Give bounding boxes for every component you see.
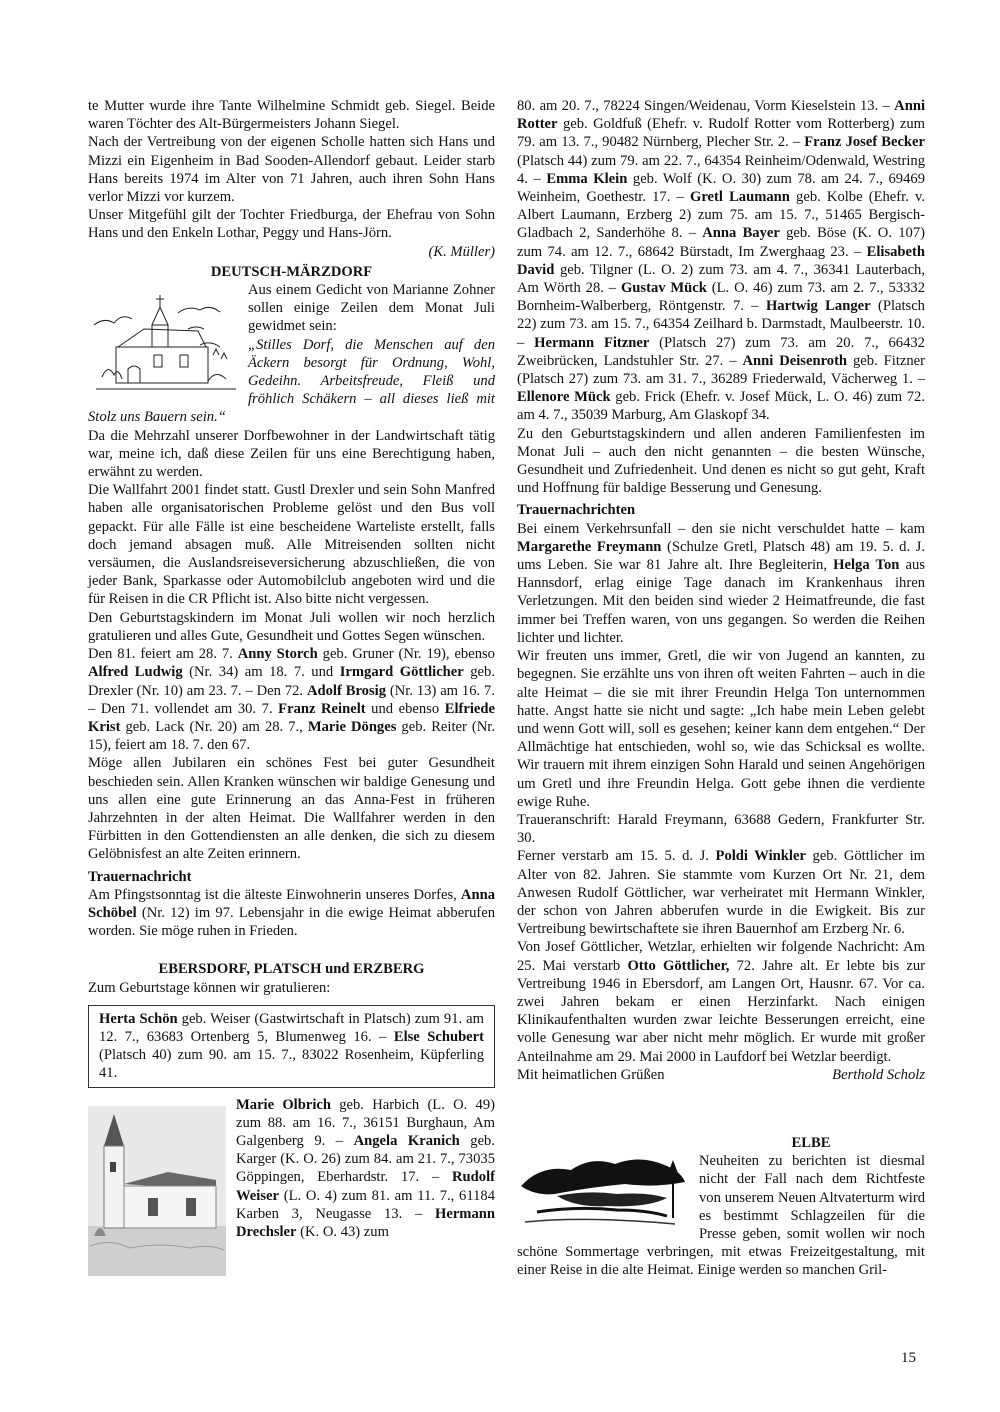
paragraph-trauer-goettlicher: Von Josef Göttlicher, Wetzlar, erhielten wir folgende Nachricht: Am 25. Mai verstarb Otto Göttlicher, 72. Jahre alt. Er lebte bis zur Vertreibung 1946 in Ebersdorf, am Langen Ort, Hausnr. 67. Vor ca. zwei Jahren bekam er einen Herzinfarkt. Nach einigen Klinikaufenthalten wurden zwar leichte Besserungen erreicht, eine volle Genesung war aber nicht mehr möglich. Er wurde mit großer Anteilnahme am 29. Mai 2000 in Laufdorf bei Wetzlar beerdigt.: [517, 939, 926, 1065]
bold-name: Hermann Fitzner: [534, 334, 650, 351]
signature-scholz: Berthold Scholz: [832, 1066, 925, 1083]
paragraph-trauer-winkler: Ferner verstarb am 15. 5. d. J. Poldi Winkler geb. Göttlicher im Alter von 82. Jahren. Sie stammte vom Kurzen Ort Nr. 21, dem Anwesen Rudolf Göttlicher, war verheiratet mit Hermann Winkler, der schon von Jahren abberufen wurde in die Ewigkeit. Bis zur Vertreibung bewirtschaftete sie ihren Bauernhof am Erzberg Nr. 6.: [517, 848, 926, 938]
bold-name: Marie Olbrich: [236, 1096, 331, 1113]
bold-name: Marie Dönges: [307, 718, 397, 735]
bold-name: Adolf Brosig: [306, 682, 386, 699]
poem: „Stilles Dorf, die Menschen auf den Äckern besorgt für Ordnung, Wohl, Gedeihn. Arbeitsfreude, Fleiß und fröhlich Schäkern – all dieses ließ mit Stolz uns Bauern sein.“: [88, 336, 495, 426]
greeting: Mit heimatlichen Grüßen: [517, 1066, 665, 1083]
paragraph-wallfahrt: Die Wallfahrt 2001 findet statt. Gustl Drexler und sein Sohn Manfred haben alle organisatorischen Probleme gelöst und den Bus voll gepackt. Für alle Fälle ist eine bescheidene Warteliste erstellt, falls doch jemand absagen muß. Alle Mitreisenden sollten nicht versäumen, die Auslandsreiseversicherung abzuschließen, die von jeder Bank, Sparkasse oder Automobilclub angeboten wird und die für Reisen in die CR Pflicht ist. Also bitte nicht vergessen.: [88, 482, 495, 608]
heading-ebersdorf: EBERSDORF, PLATSCH und ERZBERG: [158, 961, 425, 978]
bold-name: Gretl Laumann: [689, 189, 790, 206]
landscape-sketch-icon: [517, 1156, 689, 1234]
paragraph-elbe: Neuheiten zu berichten ist diesmal nicht der Fall nach dem Richtfeste von unserem Neuen Altvaterturm wird es bestimmt Schlagzeilen für die Presse geben, somit wollen wir noch schöne Sommertage verbringen, mit etwas Freizeitgestaltung, mit einer Reise in die alte Heimat. Einige werden so manchen Gril-: [517, 1153, 925, 1279]
closing-line: [517, 1066, 925, 1084]
paragraph-gedicht-intro: Aus einem Gedicht von Marianne Zohner sollen einige Zeilen dem Monat Juli gewidmet sein:: [248, 282, 495, 335]
church-sketch-icon: [88, 285, 238, 397]
bold-name: Else Schubert: [393, 1028, 484, 1045]
bold-name: Otto Göttlicher,: [627, 957, 730, 974]
paragraph-birthday-list-ebersdorf: Marie Olbrich geb. Harbich (L. O. 49) zum 88. am 16. 7., 36151 Burghaun, Am Galgenberg 9. – Angela Kranich geb. Karger (K. O. 26) zum 84. am 21. 7., 73035 Göppingen, Eberhardstr. 17. – Rudolf Weiser (L. O. 4) zum 81. am 11. 7., 61184 Karben 3, Neugasse 13. – Hermann Drechsler (K. O. 43) zum: [236, 1096, 495, 1240]
bold-name: Poldi Winkler: [715, 848, 806, 865]
bold-name: Anni Rotter: [517, 98, 925, 133]
bold-name: Irmgard Göttlicher: [339, 664, 464, 681]
paragraph-landwirtschaft: Da die Mehrzahl unserer Dorfbewohner in der Landwirtschaft tätig war, meine ich, daß diese Zeilen für uns eine Berechtigung haben, erwähnt zu werden.: [88, 427, 495, 481]
paragraph-mitgefuehl: Unser Mitgefühl gilt der Tochter Friedburga, der Ehefrau von Sohn Hans und den Enkeln Lothar, Peggy und Hans-Jörn.: [88, 207, 495, 242]
heading-trauernachrichten: Trauernachrichten: [517, 502, 636, 519]
bold-name: Franz Reinelt: [278, 700, 366, 717]
paragraph-geburtstagskinder: Den Geburtstagskindern im Monat Juli wollen wir noch herzlich gratulieren und alles Gute, Gesundheit und Gottes Segen wünschen.: [88, 609, 495, 644]
paragraph-jubilare: Möge allen Jubilaren ein schönes Fest bei guter Gesundheit beschieden sein. Allen Kranken wünschen wir baldige Genesung und uns allen eine gute Erinnerung an das Anna-Fest in früheren Jahrzehnten in der alten Heimat. Die Wallfahrer werden in den Fürbitten in den Gottendiensten an alle denken, die sich zu diesem Gelöbnisfest an alte Zeiten erinnern.: [88, 755, 495, 863]
left-column: [88, 97, 495, 1283]
bold-name: Alfred Ludwig: [88, 664, 183, 681]
bold-name: Hermann Drechsler: [236, 1205, 495, 1240]
paragraph-gratulation-intro: Zum Geburtstage können wir gratulieren:: [88, 979, 331, 996]
bold-name: Angela Kranich: [353, 1132, 460, 1149]
paragraph-birthday-list-dm: Den 81. feiert am 28. 7. Anny Storch geb. Gruner (Nr. 19), ebenso Alfred Ludwig (Nr. 34) am 18. 7. und Irmgard Göttlicher geb. Drexler (Nr. 10) am 23. 7. – Den 72. Adolf Brosig (Nr. 13) am 16. 7. – Den 71. vollendet am 30. 7. Franz Reinelt und ebenso Elfriede Krist geb. Lack (Nr. 20) am 28. 7., Marie Dönges geb. Reiter (Nr. 15), feiert am 18. 7. den 67.: [88, 646, 495, 754]
paragraph-vertreibung: Nach der Vertreibung von der eigenen Scholle hatten sich Hans und Mizzi ein Eigenheim in Bad Sooden-Allendorf gebaut. Leider starb Hans bereits 1974 im Alter von 71 Jahren, auch ihren Sohn Hans verlor Mizzi vor kurzem.: [88, 134, 495, 206]
page-number: 15: [901, 1350, 916, 1366]
bold-name: Anna Bayer: [702, 225, 780, 242]
bold-name: Margarethe Freymann: [517, 538, 662, 555]
heading-deutsch-maerzdorf: DEUTSCH-MÄRZDORF: [210, 263, 373, 280]
church-photo-image: [88, 1100, 226, 1281]
bold-name: Anny Storch: [237, 646, 318, 663]
bold-name: Hartwig Langer: [765, 298, 871, 315]
paragraph-birthday-list-cont: 80. am 20. 7., 78224 Singen/Weidenau, Vorm Kieselstein 13. – Anni Rotter geb. Goldfuß (Ehefr. v. Rudolf Rotter vom Rotterberg) zum 79. am 13. 7., 90482 Nürnberg, Plecher Str. 2. – Franz Josef Becker (Platsch 44) zum 79. am 22. 7., 64354 Reinheim/Odenwald, Westring 4. – Emma Klein geb. Wolf (K. O. 30) zum 78. am 24. 7., 69469 Weinheim, Goethestr. 17. – Gretl Laumann geb. Kolbe (Ehefr. v. Albert Laumann, Erzberg 2) zum 75. am 15. 7., 51465 Bergisch-Gladbach 2, Sanderhöhe 8. – Anna Bayer geb. Böse (K. O. 107) zum 74. am 12. 7., 68642 Bürstadt, Im Zwerghaag 23. – Elisabeth David geb. Tilgner (L. O. 2) zum 73. am 4. 7., 36341 Lauterbach, Am Wörth 28. – Gustav Mück (L. O. 46) zum 73. am 2. 7., 53332 Bornheim-Walberberg, Röntgenstr. 7. – Hartwig Langer (Platsch 22) zum 73. am 15. 7., 64354 Zeilhard b. Darmstadt, Maulbeerstr. 10. – Hermann Fitzner (Platsch 27) zum 73. am 20. 7., 66432 Zweibrücken, Landstuhler Str. 27. – Anni Deisenroth geb. Fitzner (Platsch 27) zum 73. am 31. 7., 36289 Friederwald, Vächerweg 1. – Ellenore Mück geb. Frick (Ehefr. v. Josef Mück, L. O. 46) zum 72. am 4. 7., 35039 Marburg, Am Glaskopf 34.: [517, 98, 926, 424]
heading-elbe: ELBE: [791, 1134, 831, 1151]
right-column: [517, 97, 925, 1280]
bold-name: Anna Schöbel: [88, 886, 495, 921]
paragraph-trauer-schoebel: Am Pfingstsonntag ist die älteste Einwohnerin unseres Dorfes, Anna Schöbel (Nr. 12) im 97. Lebensjahr in die ewige Heimat abberufen worden. Sie möge ruhen in Frieden.: [88, 886, 495, 940]
bold-name: Anni Deisenroth: [742, 352, 848, 369]
bold-name: Elisabeth David: [517, 243, 925, 278]
boxed-birthday-notice: Herta Schön geb. Weiser (Gastwirtschaft in Platsch) zum 91. am 12. 7., 63683 Ortenberg 5, Blumenweg 16. – Else Schubert (Platsch 40) zum 90. am 15. 7., 83022 Rosenheim, Küpferling 41.: [88, 1005, 495, 1088]
spacer: [517, 1084, 925, 1132]
paragraph-traueranschrift: Traueranschrift: Harald Freymann, 63688 Gedern, Frankfurter Str. 30.: [517, 811, 925, 847]
bold-name: Ellenore Mück: [517, 389, 611, 406]
bold-name: Gustav Mück: [620, 280, 707, 297]
bold-name: Rudolf Weiser: [236, 1169, 495, 1204]
paragraph-wishes: Zu den Geburtstagskindern und allen anderen Familienfesten im Monat Juli – auch den nicht genannten – die besten Wünsche, Gesundheit und Zufriedenheit. Und denen es nicht so gut geht, Kraft und Hoffnung für baldige Besserung und Genesung.: [517, 425, 925, 497]
paragraph-siegel: te Mutter wurde ihre Tante Wilhelmine Schmidt geb. Siegel. Beide waren Töchter des Alt-Bürgermeisters Johann Siegel.: [88, 98, 495, 133]
church-photo-icon: [88, 1106, 226, 1276]
bold-name: Helga Ton: [833, 557, 900, 574]
church-sketch-image: [88, 285, 238, 402]
paragraph-trauer-gretl: Wir freuten uns immer, Gretl, die wir von Jugend an kannten, zu begegnen. Sie erzählte uns von ihren oft weiten Fahrten – auch in die alte Heimat – die sie mit ihrer Freundin Helga Ton unternommen hatte. Angst hatte sie nicht und sagte: „Ich habe mein Leben gelebt und wenn Gott will, soll es gesehen; keiner kann dem entgehen.“ Der Allmächtige hat entschieden, wohl so, wie das Schicksal es wollte. Wir trauern mit ihrem einzigen Sohn Harald und seinen Angehörigen um Gretl und ihre Freundin Helga. Gott gebe ihnen die verdiente ewige Ruhe.: [517, 648, 925, 810]
landscape-sketch-image: [517, 1156, 689, 1239]
bold-name: Herta Schön: [99, 1010, 178, 1027]
heading-trauernachricht: Trauernachricht: [88, 868, 192, 885]
paragraph-trauer-freymann: Bei einem Verkehrsunfall – den sie nicht verschuldet hatte – kam Margarethe Freymann (Schulze Gretl, Platsch 48) am 19. 5. d. J. ums Leben. Sie war 81 Jahre alt. Ihre Begleiterin, Helga Ton aus Hannsdorf, erlag einige Tage danach im Krankenhaus ihren Verletzungen. Mit den beiden sind wieder 2 Heimatfreunde, die fast immer bei Treffen waren, von uns gegangen. So werden die Reihen lichter und lichter.: [517, 520, 925, 646]
bold-name: Emma Klein: [546, 170, 628, 187]
bold-name: Elfriede Krist: [88, 700, 495, 735]
bold-name: Franz Josef Becker: [804, 134, 925, 151]
signature-mueller: (K. Müller): [428, 243, 495, 260]
